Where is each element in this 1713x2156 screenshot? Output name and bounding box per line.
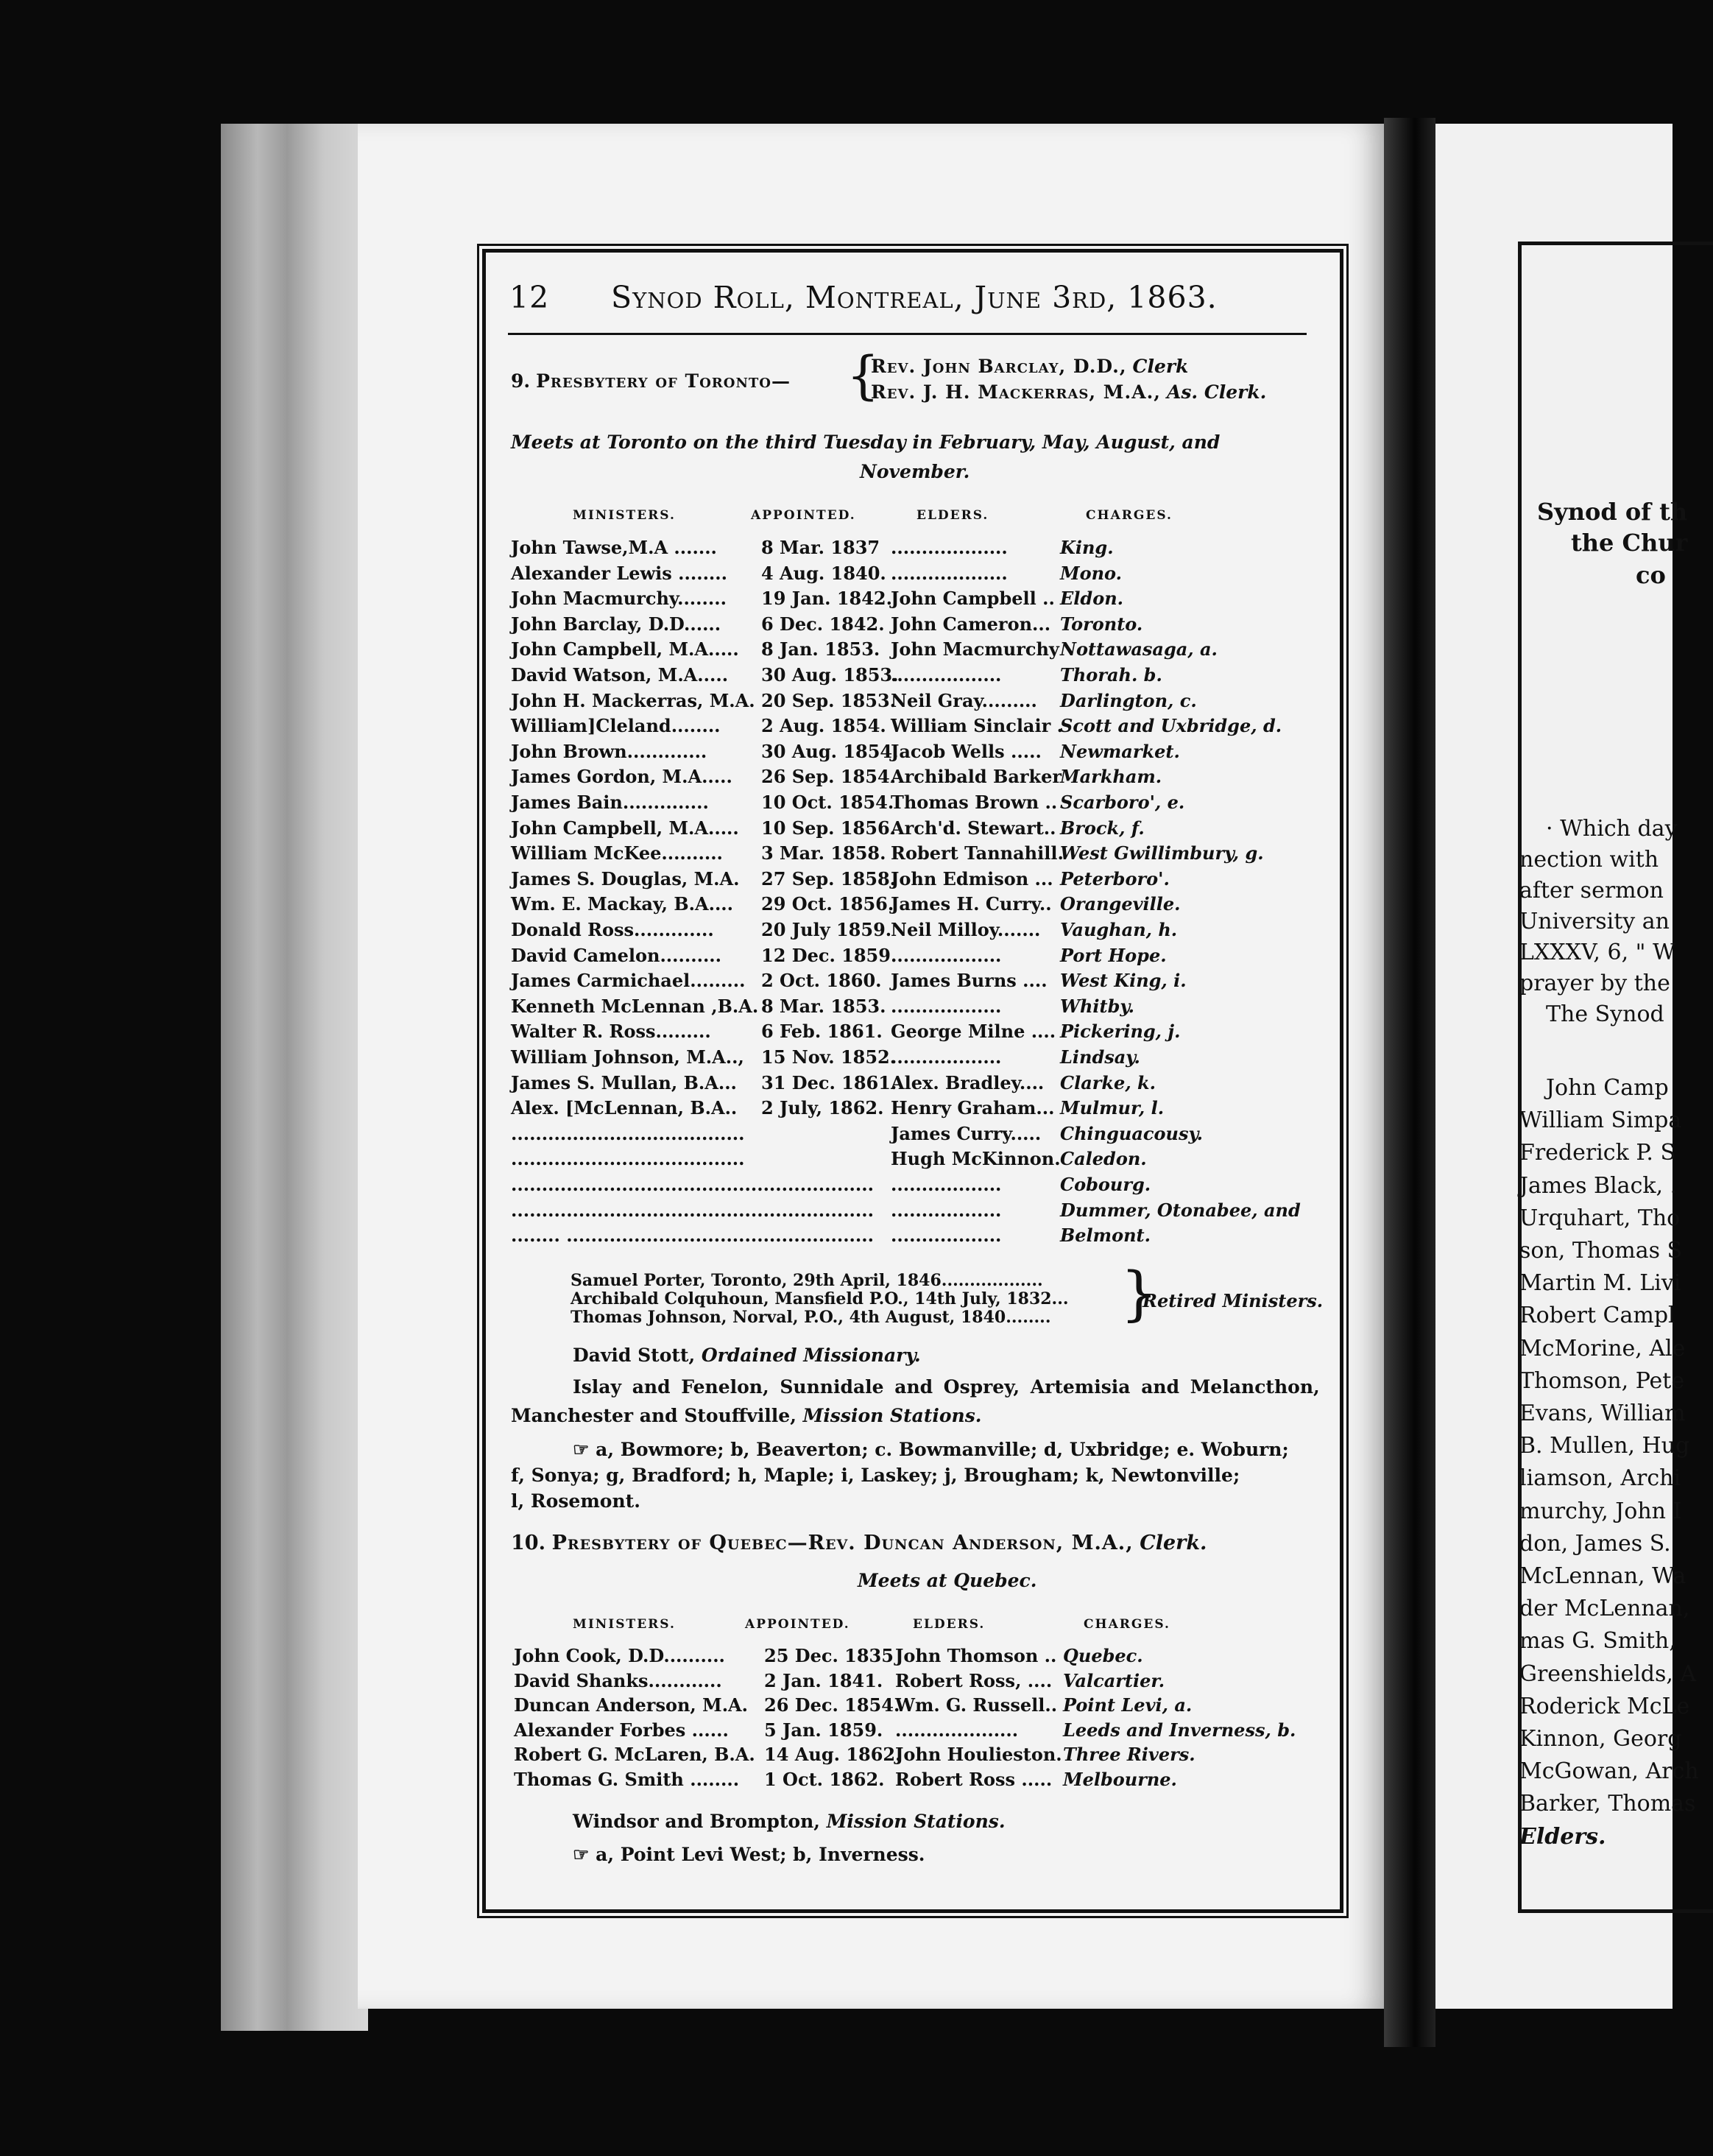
right-page-line: John Camp bbox=[1546, 1075, 1669, 1101]
appointed-cell: 1 Oct. 1862. bbox=[764, 1768, 885, 1790]
q-col-elders: ELDERS. bbox=[913, 1617, 986, 1632]
charge-cell: Valcartier. bbox=[1063, 1669, 1165, 1691]
roll-row bbox=[511, 1147, 1306, 1171]
quebec-meets: Meets at Quebec. bbox=[858, 1570, 1037, 1591]
appointed-cell: 2 Jan. 1841. bbox=[764, 1669, 883, 1691]
minister-cell: Alexander Lewis ........ bbox=[511, 562, 727, 584]
toronto-name: Presbytery of Toronto— bbox=[536, 370, 791, 392]
charge-cell: Dummer, Otonabee, and bbox=[1060, 1199, 1301, 1221]
right-page-line: Kinnon, Georg bbox=[1519, 1726, 1682, 1752]
col-elders: ELDERS. bbox=[916, 508, 989, 523]
elder-cell: Robert Ross, .... bbox=[895, 1669, 1053, 1691]
charge-cell: Pickering, j. bbox=[1060, 1021, 1181, 1043]
roll-row bbox=[514, 1694, 1309, 1717]
clerk1-role: Clerk bbox=[1132, 356, 1189, 377]
appointed-cell: 15 Nov. 1852. bbox=[761, 1046, 897, 1068]
appointed-cell: 8 Mar. 1837 bbox=[761, 537, 880, 558]
appointed-cell: 31 Dec. 1861. bbox=[761, 1071, 897, 1093]
stations-names: Manchester and Stouffville, bbox=[511, 1405, 797, 1426]
appointed-cell: 25 Dec. 1835 bbox=[764, 1645, 894, 1666]
col-charges: CHARGES. bbox=[1086, 508, 1173, 523]
roll-row bbox=[511, 689, 1306, 713]
pointing-hand-icon: ☞ bbox=[573, 1439, 590, 1460]
minister-cell: John Macmurchy........ bbox=[511, 588, 727, 610]
minister-cell: James S. Douglas, M.A. bbox=[511, 867, 740, 889]
toronto-notes-2: f, Sonya; g, Bradford; h, Maple; i, Laskey; j, Brougham; k, Newtonville; bbox=[511, 1465, 1240, 1486]
right-page-line: Evans, William bbox=[1519, 1401, 1686, 1426]
toronto-meets-1: Meets at Toronto on the third Tuesday in February, May, August, and bbox=[511, 431, 1221, 453]
appointed-cell: 30 Aug. 1853. bbox=[761, 664, 899, 686]
roll-row bbox=[511, 791, 1306, 814]
right-page-heading-line: the Chur bbox=[1571, 529, 1688, 557]
minister-cell: ...................................... bbox=[511, 1148, 745, 1170]
right-page-line: der McLennan, bbox=[1519, 1596, 1690, 1622]
missionary-line bbox=[573, 1342, 921, 1369]
elder-cell: James H. Curry.. bbox=[891, 893, 1052, 915]
elder-cell: John Houlieston. bbox=[895, 1744, 1062, 1765]
roll-row bbox=[511, 638, 1306, 661]
appointed-cell: 2 Oct. 1860. bbox=[761, 970, 882, 992]
elder-cell: Hugh McKinnon. bbox=[891, 1148, 1061, 1170]
appointed-cell: 26 Dec. 1854. bbox=[764, 1694, 900, 1716]
appointed-cell: 14 Aug. 1862. bbox=[764, 1744, 902, 1765]
roll-row bbox=[514, 1644, 1309, 1668]
elder-cell: .................. bbox=[891, 1174, 1002, 1195]
minister-cell: David Watson, M.A..... bbox=[511, 664, 729, 686]
minister-cell: John Brown............. bbox=[511, 740, 707, 762]
col-appointed: APPOINTED. bbox=[751, 508, 856, 523]
elder-cell: John Thomson .. bbox=[895, 1645, 1057, 1666]
minister-cell: James Carmichael......... bbox=[511, 970, 746, 992]
charge-cell: Belmont. bbox=[1060, 1225, 1151, 1247]
toronto-heading bbox=[511, 370, 791, 392]
book-gutter bbox=[1384, 118, 1435, 2047]
charge-cell: Caledon. bbox=[1060, 1148, 1147, 1170]
roll-row bbox=[514, 1743, 1309, 1766]
roll-row bbox=[511, 587, 1306, 610]
roll-row bbox=[511, 817, 1306, 840]
appointed-cell: 2 Aug. 1854. bbox=[761, 715, 886, 737]
right-page-line: murchy, John I bbox=[1519, 1498, 1682, 1524]
roll-row bbox=[511, 1224, 1306, 1247]
roll-row bbox=[511, 663, 1306, 687]
charge-cell: Quebec. bbox=[1063, 1645, 1143, 1666]
right-page-heading-line: Synod of th bbox=[1537, 498, 1688, 526]
right-page-line: · Which day bbox=[1546, 816, 1678, 842]
elder-cell: Robert Ross ..... bbox=[895, 1768, 1053, 1790]
minister-cell: Thomas G. Smith ........ bbox=[514, 1768, 740, 1790]
charge-cell: Scarboro', e. bbox=[1060, 792, 1185, 813]
right-page-heading-line: co bbox=[1636, 561, 1666, 589]
right-page-line: Thomson, Pete bbox=[1519, 1367, 1685, 1394]
roll-row bbox=[511, 1020, 1306, 1043]
right-page-line: Barker, Thomas bbox=[1519, 1791, 1696, 1817]
charge-cell: Mono. bbox=[1060, 562, 1122, 584]
elder-cell: Thomas Brown .. bbox=[891, 792, 1058, 813]
charge-cell: Peterboro'. bbox=[1060, 867, 1170, 889]
elder-cell: .................. bbox=[891, 1225, 1002, 1247]
appointed-cell: 27 Sep. 1858. bbox=[761, 867, 896, 889]
appointed-cell: 8 Mar. 1853. bbox=[761, 995, 886, 1017]
appointed-cell: 29 Oct. 1856. bbox=[761, 893, 894, 915]
roll-row bbox=[511, 969, 1306, 993]
clerk-brace: { bbox=[847, 345, 880, 406]
minister-cell: James S. Mullan, B.A... bbox=[511, 1071, 737, 1093]
charge-cell: Brock, f. bbox=[1060, 817, 1145, 839]
right-page-line: Frederick P. S bbox=[1519, 1140, 1676, 1166]
appointed-cell: 10 Sep. 1856. bbox=[761, 817, 896, 839]
elder-cell: Henry Graham... bbox=[891, 1097, 1055, 1119]
right-page-line: Greenshields, A bbox=[1519, 1660, 1697, 1687]
charge-cell: Toronto. bbox=[1060, 613, 1143, 635]
elder-cell: John Cameron... bbox=[891, 613, 1051, 635]
right-page-line: Roderick McLe bbox=[1519, 1693, 1690, 1719]
roll-row bbox=[511, 765, 1306, 789]
quebec-heading bbox=[511, 1532, 1207, 1554]
quebec-name: Presbytery of Quebec—Rev. Duncan Anderson, M.A., bbox=[551, 1532, 1134, 1554]
charge-cell: Scott and Uxbridge, d. bbox=[1060, 715, 1282, 737]
elder-cell: ................... bbox=[891, 562, 1008, 584]
minister-cell: James Gordon, M.A..... bbox=[511, 766, 732, 788]
roll-row bbox=[511, 1071, 1306, 1095]
minister-cell: James Bain.............. bbox=[511, 792, 709, 813]
elder-cell: Neil Milloy....... bbox=[891, 919, 1041, 940]
charge-cell: West Gwillimbury, g. bbox=[1060, 842, 1264, 864]
appointed-cell: 3 Mar. 1858. bbox=[761, 842, 886, 864]
missionary-name: David Stott, bbox=[573, 1345, 696, 1366]
right-page-line: McMorine, Ale bbox=[1519, 1335, 1686, 1361]
elder-cell: Alex. Bradley.... bbox=[891, 1071, 1045, 1093]
right-page-line: Urquhart, Tho bbox=[1519, 1205, 1681, 1231]
stations-line-1: Islay and Fenelon, Sunnidale and Osprey, Artemisia and Melancthon, bbox=[573, 1376, 1320, 1398]
charge-cell: Markham. bbox=[1060, 766, 1162, 788]
missionary-role: Ordained Missionary. bbox=[701, 1345, 921, 1366]
page-number: 12 bbox=[509, 280, 550, 315]
minister-cell: John Barclay, D.D...... bbox=[511, 613, 721, 635]
appointed-cell: 26 Sep. 1854. bbox=[761, 766, 896, 788]
elder-cell: Wm. G. Russell.. bbox=[895, 1694, 1058, 1716]
charge-cell: Whitby. bbox=[1060, 995, 1134, 1017]
charge-cell: Port Hope. bbox=[1060, 944, 1167, 966]
clerk-line-2 bbox=[871, 381, 1266, 403]
right-page-line: liamson, Archi bbox=[1519, 1465, 1681, 1492]
charge-cell: Eldon. bbox=[1060, 588, 1124, 610]
quebec-stations-label: Mission Stations. bbox=[826, 1811, 1006, 1832]
elder-cell: .................. bbox=[891, 995, 1002, 1017]
minister-cell: John Campbell, M.A..... bbox=[511, 817, 739, 839]
elder-cell: George Milne .... bbox=[891, 1021, 1056, 1043]
roll-row bbox=[511, 892, 1306, 916]
minister-cell: John H. Mackerras, M.A. bbox=[511, 689, 755, 711]
retired-list bbox=[571, 1272, 1069, 1327]
appointed-cell: 8 Jan. 1853. bbox=[761, 638, 880, 660]
charge-cell: Darlington, c. bbox=[1060, 689, 1197, 711]
quebec-stations bbox=[573, 1808, 1006, 1835]
elder-cell: Arch'd. Stewart.. bbox=[891, 817, 1056, 839]
right-page-line: Elders. bbox=[1519, 1823, 1606, 1850]
quebec-role: Clerk. bbox=[1140, 1532, 1207, 1554]
minister-cell: William McKee.......... bbox=[511, 842, 723, 864]
right-page-line: don, James S. bbox=[1519, 1530, 1671, 1557]
quebec-notes bbox=[573, 1841, 925, 1868]
elder-cell: Neil Gray......... bbox=[891, 689, 1037, 711]
charge-cell: Chinguacousy. bbox=[1060, 1122, 1204, 1144]
right-page-line: after sermon bbox=[1519, 878, 1664, 903]
elder-cell: .................. bbox=[891, 944, 1002, 966]
page-title: Synod Roll, Montreal, June 3rd, 1863. bbox=[611, 280, 1218, 315]
roll-row bbox=[511, 714, 1306, 738]
q-col-charges: CHARGES. bbox=[1084, 1617, 1170, 1632]
roll-row bbox=[511, 1173, 1306, 1197]
retired-entry: Thomas Johnson, Norval, P.O., 4th August, 1840........ bbox=[571, 1308, 1051, 1327]
minister-cell: ........................................................... bbox=[511, 1174, 874, 1195]
minister-cell: William]Cleland........ bbox=[511, 715, 721, 737]
minister-cell: Donald Ross............. bbox=[511, 919, 714, 940]
minister-cell: David Camelon.......... bbox=[511, 944, 722, 966]
right-page-line: University an bbox=[1519, 909, 1670, 934]
charge-cell: Three Rivers. bbox=[1063, 1744, 1195, 1765]
quebec-number: 10. bbox=[511, 1532, 545, 1554]
charge-cell: Point Levi, a. bbox=[1063, 1694, 1193, 1716]
roll-row bbox=[511, 918, 1306, 942]
minister-cell: Walter R. Ross......... bbox=[511, 1021, 711, 1043]
right-page-line: Martin M. Livi bbox=[1519, 1270, 1681, 1297]
charge-cell: Newmarket. bbox=[1060, 740, 1180, 762]
minister-cell: John Cook, D.D.......... bbox=[514, 1645, 725, 1666]
toronto-meets-2: November. bbox=[860, 461, 970, 482]
roll-row bbox=[511, 1046, 1306, 1069]
stations-label: Mission Stations. bbox=[802, 1405, 982, 1426]
minister-cell: ........ .................................................. bbox=[511, 1225, 874, 1247]
charge-cell: Thorah. b. bbox=[1060, 664, 1162, 686]
elder-cell: John Campbell .. bbox=[891, 588, 1055, 610]
appointed-cell: 30 Aug. 1854. bbox=[761, 740, 899, 762]
charge-cell: Vaughan, h. bbox=[1060, 919, 1178, 940]
charge-cell: Clarke, k. bbox=[1060, 1071, 1156, 1093]
elder-cell: William Sinclair . bbox=[891, 715, 1063, 737]
minister-cell: John Campbell, M.A..... bbox=[511, 638, 739, 660]
elder-cell: John Macmurchy bbox=[891, 638, 1059, 660]
right-page-line: McLennan, Wa bbox=[1519, 1563, 1686, 1589]
toronto-notes-3: l, Rosemont. bbox=[511, 1490, 640, 1512]
minister-cell: Alex. [McLennan, B.A.. bbox=[511, 1097, 738, 1119]
roll-row bbox=[511, 842, 1306, 865]
roll-row bbox=[511, 944, 1306, 968]
minister-cell: Duncan Anderson, M.A. bbox=[514, 1694, 749, 1716]
appointed-cell: 20 Sep. 1853. bbox=[761, 689, 896, 711]
elder-cell: .................. bbox=[891, 664, 1002, 686]
charge-cell: Lindsay. bbox=[1060, 1046, 1140, 1068]
right-page-line: prayer by the bbox=[1519, 970, 1670, 996]
charge-cell: Leeds and Inverness, b. bbox=[1063, 1719, 1296, 1741]
elder-cell: .................. bbox=[891, 1046, 1002, 1068]
minister-cell: ........................................................... bbox=[511, 1199, 874, 1221]
elder-cell: ................... bbox=[891, 537, 1008, 558]
appointed-cell: 4 Aug. 1840. bbox=[761, 562, 886, 584]
retired-brace: } bbox=[1120, 1259, 1158, 1328]
minister-cell: William Johnson, M.A.., bbox=[511, 1046, 744, 1068]
right-page-line: son, Thomas S bbox=[1519, 1238, 1683, 1264]
stations-line-2 bbox=[511, 1402, 982, 1429]
retired-label: Retired Ministers. bbox=[1142, 1290, 1324, 1311]
minister-cell: Alexander Forbes ...... bbox=[514, 1719, 729, 1741]
retired-entry: Archibald Colquhoun, Mansfield P.O., 14th July, 1832... bbox=[571, 1289, 1069, 1308]
charge-cell: Mulmur, l. bbox=[1060, 1097, 1165, 1119]
roll-row bbox=[514, 1719, 1309, 1742]
minister-cell: Kenneth McLennan ,B.A. bbox=[511, 995, 759, 1017]
right-page-line: McGowan, Arch bbox=[1519, 1758, 1699, 1785]
appointed-cell: 20 July 1859. bbox=[761, 919, 892, 940]
elder-cell: .................. bbox=[891, 1199, 1002, 1221]
right-page-line: Robert Campl bbox=[1519, 1303, 1675, 1329]
roll-row bbox=[514, 1768, 1309, 1792]
appointed-cell: 5 Jan. 1859. bbox=[764, 1719, 883, 1741]
minister-cell: David Shanks............ bbox=[514, 1669, 722, 1691]
minister-cell: Wm. E. Mackay, B.A.... bbox=[511, 893, 734, 915]
elder-cell: James Burns .... bbox=[891, 970, 1048, 992]
appointed-cell: 2 July, 1862. bbox=[761, 1097, 884, 1119]
elder-cell: Archibald Barker bbox=[891, 766, 1062, 788]
pointing-hand-icon: ☞ bbox=[573, 1844, 590, 1865]
right-page-line: William Simpa bbox=[1519, 1107, 1682, 1134]
roll-row bbox=[511, 1199, 1306, 1222]
clerk1-name: Rev. John Barclay, D.D., bbox=[871, 356, 1127, 377]
right-page-line: mas G. Smith, bbox=[1519, 1628, 1676, 1655]
elder-cell: John Edmison ... bbox=[891, 867, 1053, 889]
elder-cell: .................... bbox=[895, 1719, 1019, 1741]
charge-cell: Nottawasaga, a. bbox=[1060, 638, 1218, 660]
charge-cell: Melbourne. bbox=[1063, 1768, 1177, 1790]
q-col-appointed: APPOINTED. bbox=[745, 1617, 850, 1632]
appointed-cell: 12 Dec. 1859. bbox=[761, 944, 897, 966]
appointed-cell: 6 Dec. 1842. bbox=[761, 613, 885, 635]
charge-cell: Cobourg. bbox=[1060, 1174, 1151, 1195]
roll-row bbox=[511, 536, 1306, 560]
right-page-line: LXXXV, 6, " W bbox=[1519, 940, 1675, 965]
notes-text: a, Bowmore; b, Beaverton; c. Bowmanville; d, Uxbridge; e. Woburn; bbox=[596, 1439, 1289, 1460]
elder-cell: Robert Tannahill. bbox=[891, 842, 1064, 864]
right-page-line: B. Mullen, Hug bbox=[1519, 1433, 1690, 1459]
clerk2-role: As. Clerk. bbox=[1166, 381, 1267, 403]
right-page-line: The Synod bbox=[1546, 1001, 1664, 1027]
minister-cell: ...................................... bbox=[511, 1122, 745, 1144]
book-page-edge bbox=[221, 124, 368, 2031]
clerk-line-1 bbox=[871, 356, 1188, 377]
header-rule bbox=[508, 333, 1307, 335]
quebec-notes-text: a, Point Levi West; b, Inverness. bbox=[596, 1844, 925, 1865]
roll-row bbox=[511, 867, 1306, 891]
appointed-cell: 10 Oct. 1854. bbox=[761, 792, 894, 813]
roll-row bbox=[514, 1669, 1309, 1693]
minister-cell: Robert G. McLaren, B.A. bbox=[514, 1744, 755, 1765]
roll-row bbox=[511, 613, 1306, 636]
roll-row bbox=[511, 562, 1306, 585]
right-page-line: nection with bbox=[1519, 847, 1659, 873]
elder-cell: Jacob Wells ..... bbox=[891, 740, 1042, 762]
col-ministers: MINISTERS. bbox=[573, 508, 676, 523]
q-col-ministers: MINISTERS. bbox=[573, 1617, 676, 1632]
charge-cell: King. bbox=[1060, 537, 1114, 558]
toronto-number: 9. bbox=[511, 370, 531, 392]
appointed-cell: 6 Feb. 1861. bbox=[761, 1021, 883, 1043]
roll-row bbox=[511, 740, 1306, 764]
charge-cell: Orangeville. bbox=[1060, 893, 1181, 915]
appointed-cell: 19 Jan. 1842. bbox=[761, 588, 892, 610]
quebec-stations-names: Windsor and Brompton, bbox=[573, 1811, 820, 1832]
roll-row bbox=[511, 1122, 1306, 1146]
roll-row bbox=[511, 1096, 1306, 1120]
clerk2-name: Rev. J. H. Mackerras, M.A., bbox=[871, 381, 1161, 403]
right-page-line: James Black, . bbox=[1519, 1172, 1678, 1199]
toronto-notes-1 bbox=[573, 1436, 1289, 1463]
elder-cell: James Curry..... bbox=[891, 1122, 1042, 1144]
minister-cell: John Tawse,M.A ....... bbox=[511, 537, 717, 558]
retired-entry: Samuel Porter, Toronto, 29th April, 1846.................. bbox=[571, 1271, 1043, 1290]
roll-row bbox=[511, 995, 1306, 1018]
charge-cell: West King, i. bbox=[1060, 970, 1187, 992]
